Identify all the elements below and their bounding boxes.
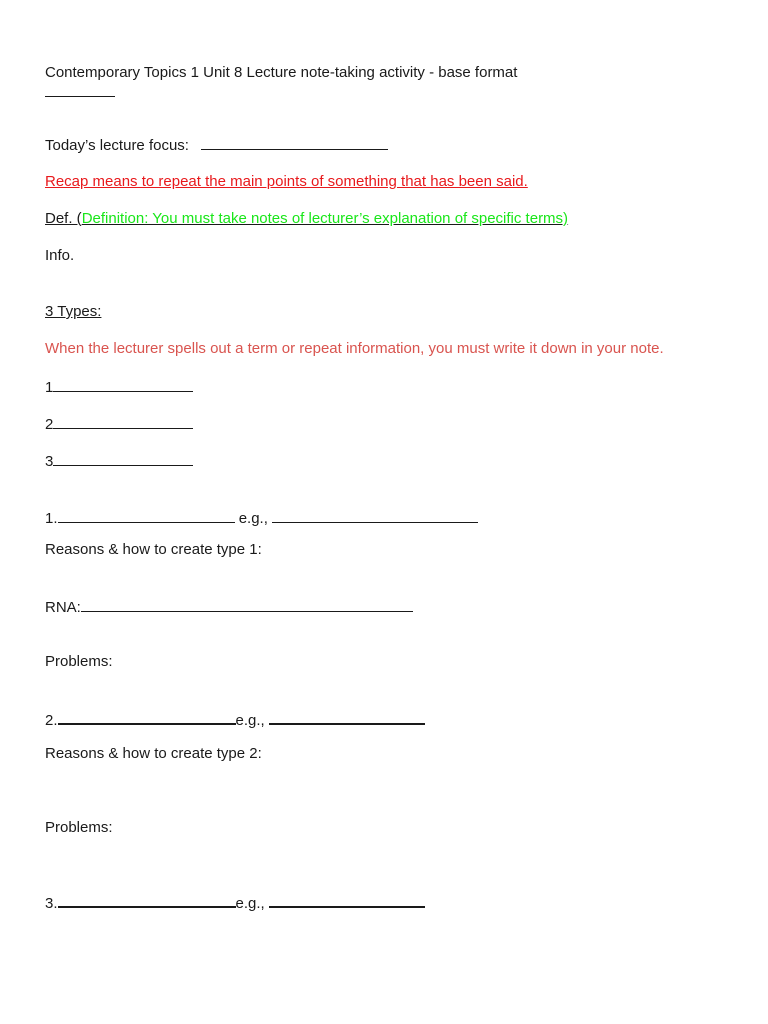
- type3-row: [45, 892, 425, 913]
- rna-blank[interactable]: [81, 597, 413, 612]
- type3-number: 3.: [45, 895, 58, 912]
- rna-row: [45, 597, 413, 617]
- type2-eg-label: e.g.,: [235, 712, 265, 729]
- type2-reasons-label: Reasons & how to create type 2:: [45, 745, 262, 762]
- types-instruction: [45, 340, 664, 358]
- type-item-3-number: 3: [45, 453, 54, 470]
- type2-number: 2.: [45, 712, 58, 729]
- type1-reasons: [45, 541, 262, 559]
- type2-reasons: [45, 745, 262, 763]
- type1-eg-label: e.g.,: [238, 510, 268, 527]
- document-title: [45, 64, 517, 82]
- types-heading-text: 3 Types:: [45, 303, 102, 320]
- recap-text: Recap means to repeat the main points of something that has been said.: [45, 173, 528, 190]
- type-item-3-blank[interactable]: [53, 451, 193, 466]
- type-item-3: [45, 451, 193, 471]
- type2-problems: [45, 819, 113, 837]
- type2-eg-blank[interactable]: [269, 709, 425, 725]
- definition-text: Definition: You must take notes of lecturer’s explanation of specific terms): [81, 210, 569, 227]
- type1-row: [45, 508, 478, 528]
- type2-blank[interactable]: [58, 709, 236, 725]
- lecture-focus-row: [45, 135, 388, 155]
- definition-row: [45, 210, 568, 228]
- type-item-1: [45, 377, 193, 397]
- types-instruction-text: When the lecturer spells out a term or repeat information, you must write it down in your note.: [45, 340, 664, 357]
- type1-number: 1.: [45, 510, 58, 527]
- rna-label: RNA:: [45, 599, 81, 616]
- type3-eg-blank[interactable]: [269, 892, 425, 908]
- type-item-2-blank[interactable]: [53, 414, 193, 429]
- recap-note: [45, 173, 528, 191]
- definition-prefix: Def. (: [45, 210, 82, 227]
- type-item-1-number: 1: [45, 379, 54, 396]
- type1-eg-blank[interactable]: [272, 508, 478, 523]
- type1-problems: [45, 653, 113, 671]
- types-heading: [45, 303, 101, 321]
- type-item-1-blank[interactable]: [53, 377, 193, 392]
- name-blank-row: [45, 82, 115, 102]
- lecture-focus-blank[interactable]: [201, 135, 388, 150]
- type1-problems-label: Problems:: [45, 653, 113, 670]
- type1-reasons-label: Reasons & how to create type 1:: [45, 541, 262, 558]
- type3-blank[interactable]: [58, 892, 236, 908]
- type2-problems-label: Problems:: [45, 819, 113, 836]
- info-row: [45, 247, 74, 265]
- type1-blank[interactable]: [58, 508, 235, 523]
- type-item-2-number: 2: [45, 416, 54, 433]
- name-blank-line[interactable]: [45, 82, 115, 97]
- info-label: Info.: [45, 247, 75, 264]
- lecture-focus-label: Today’s lecture focus:: [45, 137, 189, 154]
- title-text: Contemporary Topics 1 Unit 8 Lecture note-taking activity - base format: [45, 64, 518, 81]
- type-item-2: [45, 414, 193, 434]
- type2-row: [45, 709, 425, 730]
- type3-eg-label: e.g.,: [235, 895, 265, 912]
